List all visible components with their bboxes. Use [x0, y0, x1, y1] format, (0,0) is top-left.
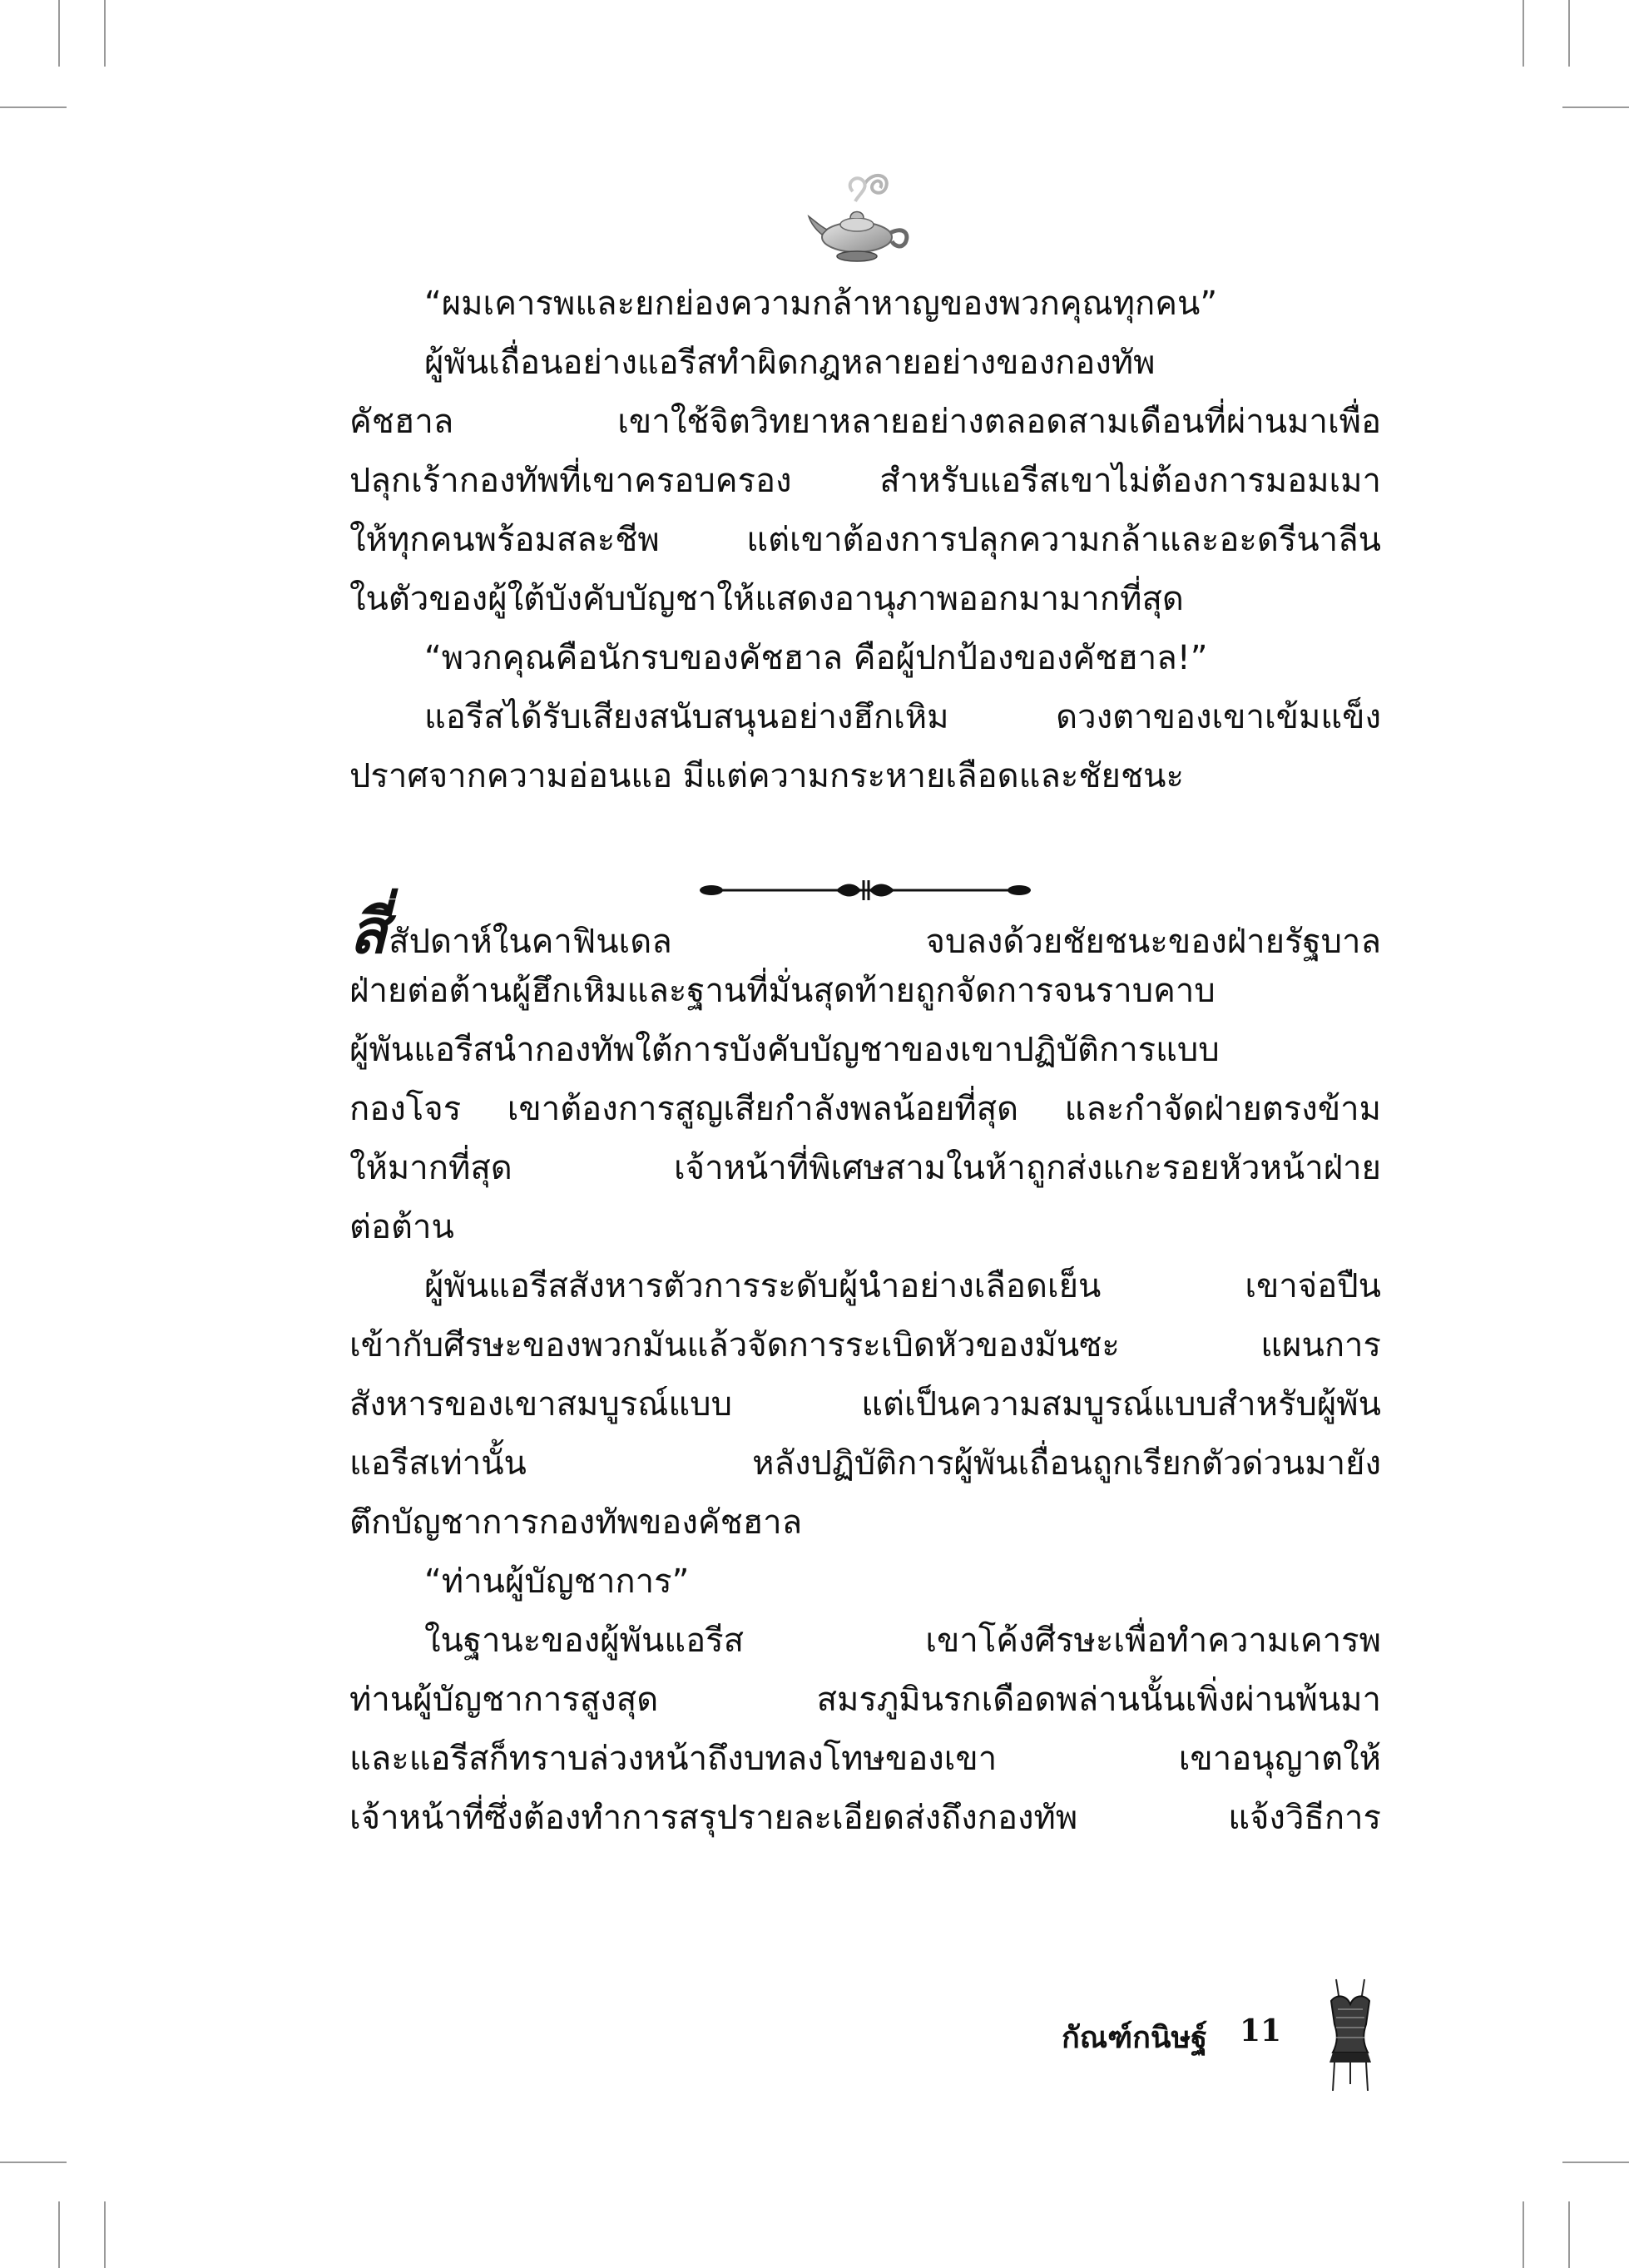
corset-icon: [1321, 1976, 1379, 2092]
crop-mark: [1523, 0, 1524, 67]
text-line: ผู้พันเถื่อนอย่างแอรีสทำผิดกฎหลายอย่างของกองทัพ: [424, 344, 1156, 382]
text-line: แอรีสได้รับเสียงสนับสนุนอย่างฮึกเหิม ดวงตาของเขาเข้มแข็ง: [424, 698, 1381, 736]
text-line: ฝ่ายต่อต้านผู้ฮึกเหิมและฐานที่มั่นสุดท้ายถูกจัดการจนราบคาบ: [349, 972, 1216, 1010]
magic-lamp-icon: [807, 166, 915, 275]
text-line: ท่านผู้บัญชาการสูงสุด สมรภูมินรกเดือดพล่านนั้นเพิ่งผ่านพ้นมา: [349, 1681, 1381, 1719]
text-line: “ผมเคารพและยกย่องความกล้าหาญของพวกคุณทุกคน”: [424, 285, 1218, 323]
text-line: ผู้พันแอรีสนำกองทัพใต้การบังคับบัญชาของเขาปฏิบัติการแบบ: [349, 1031, 1220, 1069]
crop-mark: [58, 0, 60, 67]
text-line: ผู้พันแอรีสสังหารตัวการระดับผู้นำอย่างเลือดเย็น เขาจ่อปืน: [424, 1267, 1381, 1305]
text-line: และแอรีสก็ทราบล่วงหน้าถึงบทลงโทษของเขา เขาอนุญาตให้: [349, 1740, 1381, 1778]
text-line: “ท่านผู้บัญชาการ”: [424, 1562, 690, 1601]
flourish-divider-icon: [695, 874, 1036, 907]
crop-mark: [58, 2201, 60, 2268]
text-line: ต่อต้าน: [349, 1208, 454, 1246]
text-line-content: สัปดาห์ในคาฟินเดล จบลงด้วยชัยชนะของฝ่ายรัฐบาล: [389, 923, 1381, 961]
crop-mark: [1568, 0, 1570, 67]
text-line: ในฐานะของผู้พันแอรีส เขาโค้งศีรษะเพื่อทำความเคารพ: [424, 1622, 1381, 1660]
text-line: คัชฮาล เขาใช้จิตวิทยาหลายอย่างตลอดสามเดือนที่ผ่านมาเพื่อ: [349, 403, 1381, 441]
body-text-block-1: [349, 275, 1381, 806]
crop-mark: [1568, 2201, 1570, 2268]
crop-mark: [1562, 106, 1629, 108]
crop-mark: [0, 106, 67, 108]
book-title: กัณฑ์กนิษฐ์: [1062, 2020, 1208, 2055]
text-line: ในตัวของผู้ใต้บังคับบัญชาให้แสดงอานุภาพออกมามากที่สุด: [349, 580, 1184, 618]
text-line: กองโจร เขาต้องการสูญเสียกำลังพลน้อยที่สุด และกำจัดฝ่ายตรงข้าม: [349, 1090, 1381, 1128]
text-line: ให้ทุกคนพร้อมสละชีพ แต่เขาต้องการปลุกความกล้าและอะดรีนาลีน: [349, 521, 1381, 559]
crop-mark: [104, 2201, 106, 2268]
crop-mark: [1523, 2201, 1524, 2268]
crop-mark: [104, 0, 106, 67]
text-line: ปลุกเร้ากองทัพที่เขาครอบครอง สำหรับแอรีสเขาไม่ต้องการมอมเมา: [349, 462, 1381, 500]
body-text-block-2: [349, 896, 1381, 1848]
text-line: [349, 896, 1381, 968]
text-line: ให้มากที่สุด เจ้าหน้าที่พิเศษสามในห้าถูกส่งแกะรอยหัวหน้าฝ่าย: [349, 1149, 1381, 1187]
text-line: ตึกบัญชาการกองทัพของคัชฮาล: [349, 1503, 803, 1542]
text-line: สังหารของเขาสมบูรณ์แบบ แต่เป็นความสมบูรณ์แบบสำหรับผู้พัน: [349, 1385, 1381, 1424]
text-line: แอรีสเท่านั้น หลังปฏิบัติการผู้พันเถื่อนถูกเรียกตัวด่วนมายัง: [349, 1444, 1381, 1483]
text-line: เข้ากับศีรษะของพวกมันแล้วจัดการระเบิดหัวของมันซะ แผนการ: [349, 1326, 1381, 1364]
page-number: 11: [1240, 2013, 1282, 2048]
drop-cap: สี่: [349, 896, 388, 968]
crop-mark: [1562, 2162, 1629, 2163]
text-line: ปราศจากความอ่อนแอ มีแต่ความกระหายเลือดและชัยชนะ: [349, 757, 1184, 795]
text-line: “พวกคุณคือนักรบของคัชฮาล คือผู้ปกป้องของคัชฮาล!”: [424, 639, 1208, 677]
crop-mark: [0, 2162, 67, 2163]
text-line: เจ้าหน้าที่ซึ่งต้องทำการสรุปรายละเอียดส่งถึงกองทัพ แจ้งวิธีการ: [349, 1799, 1381, 1837]
